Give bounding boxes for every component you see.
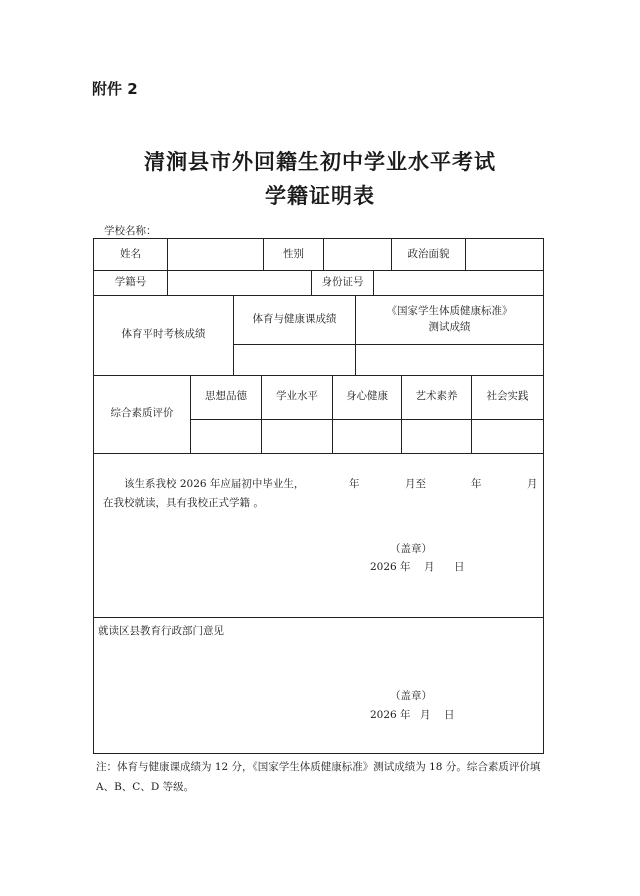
certificate-year1: 年 bbox=[349, 478, 360, 490]
quality-item-health: 身心健康 bbox=[346, 390, 388, 403]
quality-item-social: 社会实践 bbox=[486, 390, 529, 403]
quality-label: 综合素质评价 bbox=[110, 407, 174, 420]
bureau-date-month: 月 bbox=[420, 709, 431, 721]
page-title: 清涧县市外回籍生初中学业水平考试 bbox=[144, 150, 496, 174]
pe-health-label: 体育与健康课成绩 bbox=[252, 312, 337, 325]
footnote: 注：体育与健康课成绩为 12 分，《国家学生体质健康标准》测试成绩为 18 分。综合素质评价填 A、B、C、D 等级。 bbox=[96, 761, 541, 793]
fitness-label-line1: 《国家学生体质健康标准》 bbox=[386, 304, 513, 317]
school-date-day: 日 bbox=[454, 561, 465, 573]
name-field[interactable] bbox=[168, 239, 263, 270]
row-divider bbox=[94, 453, 543, 454]
fitness-label-line2: 测试成绩 bbox=[428, 320, 471, 333]
gender-field[interactable] bbox=[324, 239, 391, 270]
quality-grade-health[interactable] bbox=[333, 420, 401, 453]
id-label: 身份证号 bbox=[321, 275, 364, 288]
school-date-month: 月 bbox=[424, 561, 435, 573]
fitness-label bbox=[356, 295, 543, 344]
student-no-field[interactable] bbox=[168, 270, 311, 295]
pe-health-field[interactable] bbox=[234, 345, 355, 375]
certificate-text-line2: 在我校就读，具有我校正式学籍 。 bbox=[103, 497, 264, 509]
certificate-month-end: 月 bbox=[527, 478, 538, 490]
row-divider bbox=[94, 617, 543, 618]
bureau-seal-label: （盖章） bbox=[390, 690, 432, 702]
school-name-label: 学校名称： bbox=[104, 225, 157, 237]
quality-grade-arts[interactable] bbox=[402, 420, 471, 453]
quality-item-academic: 学业水平 bbox=[276, 390, 318, 403]
political-field[interactable] bbox=[466, 239, 543, 270]
bureau-opinion-label: 就读区县教育行政部门意见 bbox=[98, 625, 224, 637]
quality-grade-moral[interactable] bbox=[191, 420, 261, 453]
student-no-label: 学籍号 bbox=[114, 275, 147, 288]
quality-grade-social[interactable] bbox=[472, 420, 543, 453]
bureau-date-day: 日 bbox=[444, 709, 455, 721]
name-label: 姓名 bbox=[120, 247, 141, 260]
bureau-date-year: 2026 年 bbox=[370, 709, 411, 721]
attachment-label: 附件 2 bbox=[92, 80, 138, 98]
political-label: 政治面貌 bbox=[407, 247, 450, 260]
gender-label: 性别 bbox=[283, 247, 304, 260]
certificate-month-to: 月至 bbox=[405, 478, 426, 490]
fitness-field[interactable] bbox=[356, 345, 543, 375]
school-seal-label: （盖章） bbox=[390, 543, 432, 555]
pe-label: 体育平时考核成绩 bbox=[121, 328, 206, 341]
quality-item-moral: 思想品德 bbox=[205, 390, 247, 403]
id-field[interactable] bbox=[374, 270, 543, 295]
school-date-year: 2026 年 bbox=[370, 561, 411, 573]
quality-grade-academic[interactable] bbox=[262, 420, 332, 453]
quality-item-arts: 艺术素养 bbox=[415, 390, 458, 403]
page-subtitle: 学籍证明表 bbox=[265, 184, 375, 208]
certificate-form-table bbox=[93, 238, 544, 754]
certificate-text-line1: 该生系我校 2026 年应届初中毕业生， bbox=[124, 478, 305, 490]
certificate-year2: 年 bbox=[471, 478, 482, 490]
